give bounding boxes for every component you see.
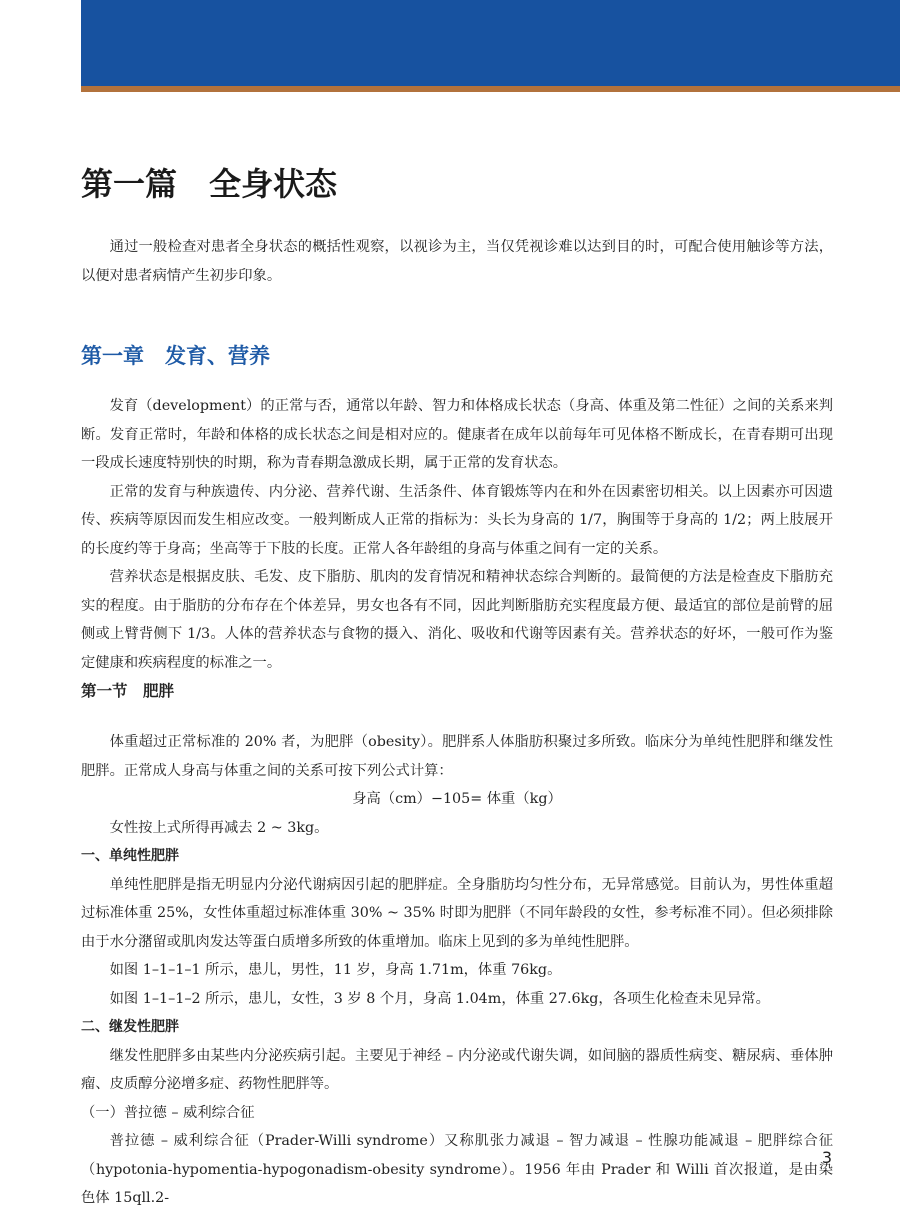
chapter-paragraph: 发育（development）的正常与否，通常以年龄、智力和体格成长状态（身高、体重及第二性征）之间的关系来判断。发育正常时，年龄和体格的成长状态之间是相对应的。健康者在成年以前每年可见体格不断成长，在青春期可出现一段成长速度特别快的时期，称为青春期急激成长期，属于正常的发育状态。 bbox=[81, 398, 833, 471]
section-paragraph: 体重超过正常标准的 20% 者，为肥胖（obesity）。肥胖系人体脂肪积聚过多所致。临床分为单纯性肥胖和继发性肥胖。正常成人身高与体重之间的关系可按下列公式计算： bbox=[81, 734, 833, 779]
formula: 身高（cm）−105= 体重（kg） bbox=[352, 791, 562, 807]
subheading-prader-willi: （一）普拉德 – 威利综合征 bbox=[81, 1104, 255, 1121]
section-paragraph: 继发性肥胖多由某些内分泌疾病引起。主要见于神经 – 内分泌或代谢失调，如间脑的器质性病变、糖尿病、垂体肿瘤、皮质醇分泌增多症、药物性肥胖等。 bbox=[81, 1047, 833, 1092]
section-paragraph: 单纯性肥胖是指无明显内分泌代谢病因引起的肥胖症。全身脂肪均匀性分布，无异常感觉。目前认为，男性体重超过标准体重 25%，女性体重超过标准体重 30% ~ 35% 时即为肥胖（不同年龄段的女性，参考标准不同）。但必须排除由于水分潴留或肌肉发达等蛋白质增多所致的体重增加。临床上见到的多为单纯性肥胖。 bbox=[81, 876, 833, 950]
chapter-paragraph: 营养状态是根据皮肤、毛发、皮下脂肪、肌肉的发育情况和精神状态综合判断的。最简便的方法是检查皮下脂肪充实的程度。由于脂肪的分布存在个体差异，男女也各有不同，因此判断脂肪充实程度最方便、最适宜的部位是前臂的屈侧或上臂背侧下 1/3。人体的营养状态与食物的摄入、消化、吸收和代谢等因素有关。营养状态的好坏，一般可作为鉴定健康和疾病程度的标准之一。 bbox=[81, 569, 833, 671]
section-paragraph: 如图 1–1–1–2 所示，患儿，女性，3 岁 8 个月，身高 1.04m，体重 27.6kg，各项生化检查未见异常。 bbox=[109, 990, 770, 1007]
part-title: 第一篇 全身状态 bbox=[81, 165, 338, 203]
subheading-secondary-obesity: 二、继发性肥胖 bbox=[81, 1019, 179, 1035]
section-paragraph: 女性按上式所得再减去 2 ~ 3kg。 bbox=[109, 819, 329, 836]
intro-block bbox=[81, 233, 833, 290]
intro-paragraph: 通过一般检查对患者全身状态的概括性观察，以视诊为主，当仅凭视诊难以达到目的时，可配合使用触诊等方法，以便对患者病情产生初步印象。 bbox=[81, 239, 833, 284]
subheading-simple-obesity: 一、单纯性肥胖 bbox=[81, 848, 179, 864]
section-body bbox=[81, 728, 833, 1213]
section-paragraph: 普拉德 – 威利综合征（Prader-Willi syndrome）又称肌张力减退 – 智力减退 – 性腺功能减退 – 肥胖综合征（hypotonia-hypomentia-hypogonadism-obesity syndrome）。1956 年由 Prader 和 Willi 首次报道，是由染色体 15qll.2- bbox=[81, 1133, 833, 1206]
section-paragraph: 如图 1–1–1–1 所示，患儿，男性，11 岁，身高 1.71m，体重 76kg。 bbox=[109, 962, 562, 978]
chapter-body bbox=[81, 392, 833, 677]
header-rule bbox=[81, 86, 900, 92]
chapter-title: 第一章 发育、营养 bbox=[81, 344, 270, 368]
chapter-paragraph: 正常的发育与种族遗传、内分泌、营养代谢、生活条件、体育锻炼等内在和外在因素密切相关。以上因素亦可因遗传、疾病等原因而发生相应改变。一般判断成人正常的指标为：头长为身高的 1/7，胸围等于身高的 1/2；两上肢展开的长度约等于身高；坐高等于下肢的长度。正常人各年龄组的身高与体重之间有一定的关系。 bbox=[81, 483, 833, 557]
section-title: 第一节 肥胖 bbox=[81, 682, 175, 700]
header-band bbox=[81, 0, 900, 86]
page-number: 3 bbox=[821, 1148, 832, 1167]
